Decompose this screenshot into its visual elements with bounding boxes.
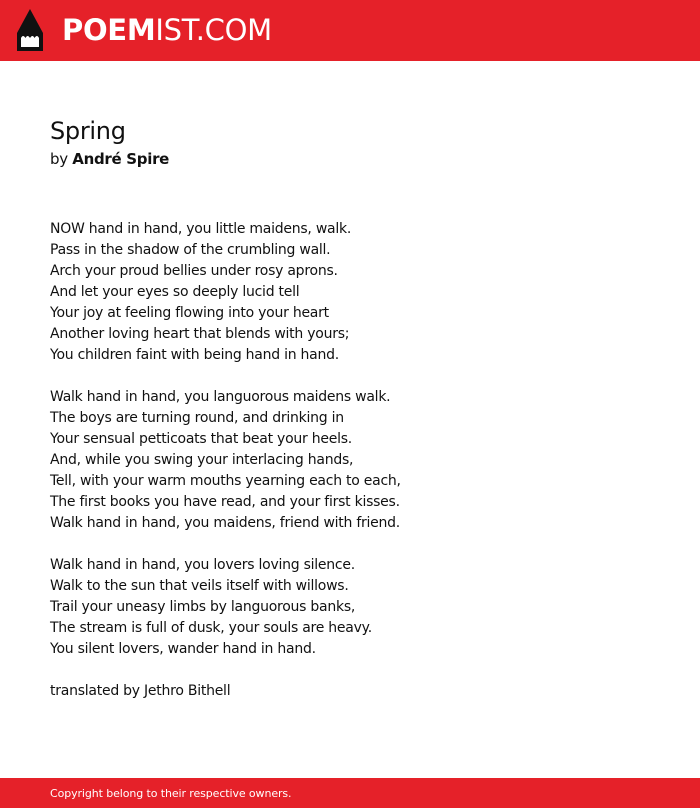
poem-line: And, while you swing your interlacing hands, xyxy=(50,452,354,468)
poem-line: NOW hand in hand, you little maidens, walk. xyxy=(50,221,352,237)
poem-body xyxy=(50,219,650,702)
poem-byline xyxy=(50,148,169,170)
poem-line: Your joy at feeling flowing into your heart xyxy=(50,305,329,321)
by-label: by xyxy=(50,150,68,168)
poem-line: You silent lovers, wander hand in hand. xyxy=(50,641,316,657)
poem-line: And let your eyes so deeply lucid tell xyxy=(50,284,300,300)
stanza-2 xyxy=(50,387,650,534)
site-footer xyxy=(0,778,700,808)
logo-text-light: IST.COM xyxy=(155,13,272,47)
poem-line: Your sensual petticoats that beat your heels. xyxy=(50,431,352,447)
poem-line: Pass in the shadow of the crumbling wall. xyxy=(50,242,331,258)
poem-line: The stream is full of dusk, your souls are heavy. xyxy=(50,620,372,636)
site-logo[interactable] xyxy=(62,11,272,49)
poem-line: Walk hand in hand, you languorous maidens walk. xyxy=(50,389,391,405)
poem-line: Arch your proud bellies under rosy aprons. xyxy=(50,263,338,279)
copyright-text: Copyright belong to their respective owners. xyxy=(50,787,292,800)
poem-line: Tell, with your warm mouths yearning each to each, xyxy=(50,473,401,489)
poem-title: Spring xyxy=(50,117,126,145)
stanza-1 xyxy=(50,219,650,366)
stanza-3 xyxy=(50,555,650,660)
poem-line: Walk hand in hand, you lovers loving silence. xyxy=(50,557,355,573)
logo-text-bold: POEM xyxy=(62,13,156,47)
poem-line: The boys are turning round, and drinking in xyxy=(50,410,344,426)
site-header xyxy=(0,0,700,61)
poem-line: Trail your uneasy limbs by languorous banks, xyxy=(50,599,356,615)
pencil-tip-icon xyxy=(17,9,43,51)
poem-line: Walk to the sun that veils itself with willows. xyxy=(50,578,349,594)
poem-line: Walk hand in hand, you maidens, friend with friend. xyxy=(50,515,401,531)
poem-author: André Spire xyxy=(72,150,170,168)
poem-line: The first books you have read, and your first kisses. xyxy=(50,494,400,510)
poem-line: Another loving heart that blends with yours; xyxy=(50,326,350,342)
poem-line: You children faint with being hand in hand. xyxy=(50,347,339,363)
translator-note: translated by Jethro Bithell xyxy=(50,683,231,699)
